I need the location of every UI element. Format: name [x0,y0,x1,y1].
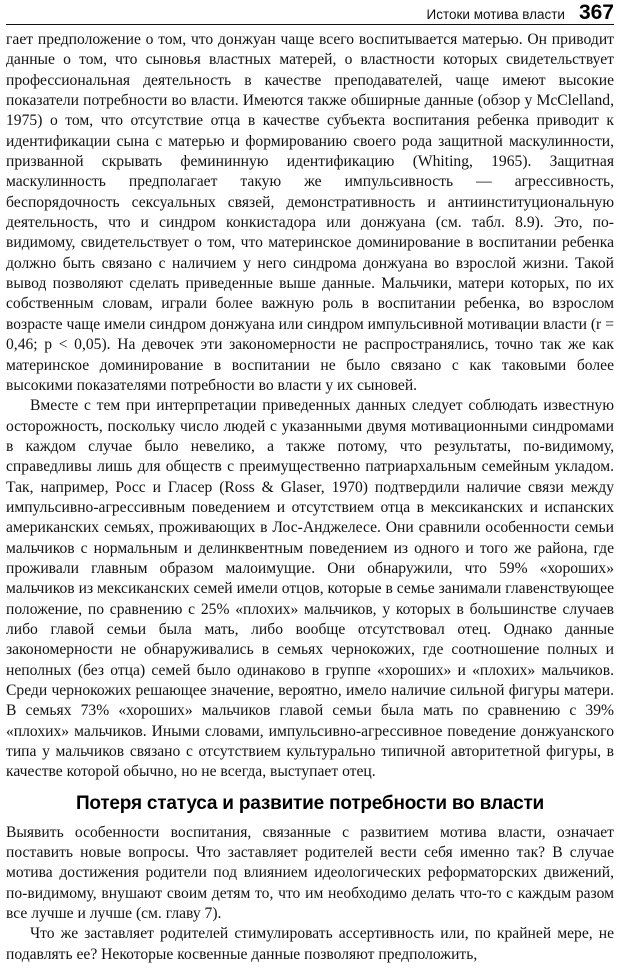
section-paragraph: Что же заставляет родителей стимулировать ассертивность или, по крайней мере, не подавлять ее? Некоторые косвенные данные позволяют предположить, [6,925,614,963]
running-header [427,0,614,24]
header-rule [6,24,614,25]
section-heading: Потеря статуса и развитие потребности во власти [75,792,545,814]
running-title: Истоки мотива власти [426,7,565,22]
body-text [6,30,614,965]
section-paragraph: Выявить особенности воспитания, связанные с развитием мотива власти, означает поставить новые вопросы. Что заставляет родителей вести себя именно так? В случае мотива достижения родители под влиянием идеологических реформаторских движений, по-видимому, внушают своим детям то, что им необходимо делать что-то с каждым разом все лучше и лучше (см. главу 7). [6,823,614,923]
paragraph-continued: гает предположение о том, что донжуан чаще всего воспитывается матерью. Он приводит данные о том, что сыновья властных матерей, о властности которых свидетельствует профессиональная деятельность в качестве преподавателей, чаще имеют высокие показатели потребности во власти. Имеются также обширные данные (обзор у McClelland, 1975) о том, что отсутствие отца в качестве субъекта воспитания ребенка приводит к идентификации сына с матерью и формированию своего рода защитной маскулинности, призванной скрывать фемининную идентификацию (Whiting, 1965). Защитная маскулинность предполагает такую же импульсивность — агрессивность, беспорядочность сексуальных связей, демонстративность и антиинституциональную деятельность, что и синдром конкистадора или донжуана (см. табл. 8.9). Это, по-видимому, свидетельствует о том, что материнское доминирование в воспитании ребенка должно быть связано с наличием у него синдрома донжуана во взрослой жизни. Такой вывод позволяют сделать приведенные выше данные. Мальчики, матери которых, по их собственным словам, играли более важную роль в воспитании ребенка, во взрослом возрасте чаще имели синдром донжуана или синдром импульсивной мотивации власти (r = 0,46; p < 0,05). На девочек эти закономерности не распространялись, точно так же как материнское доминирование в воспитании не было связано с как таковыми более высокими показателями потребности во власти у их сыновей. [6,31,614,394]
paragraph: Вместе с тем при интерпретации приведенных данных следует соблюдать известную осторожность, поскольку число людей с указанными двумя мотивационными синдромами в каждом случае было невелико, а также потому, что результаты, по-видимому, справедливы лишь для обществ с преимущественно патриархальным семейным укладом. Так, например, Росс и Гласер (Ross & Glaser, 1970) подтвердили наличие связи между импульсивно-агрессивным поведением и отсутствием отца в мексиканских и испанских американских семьях, проживающих в Лос-Анджелесе. Они сравнили особенности семьи мальчиков с нормальным и делинквентным поведением из одного и того же района, где проживали главным образом малоимущие. Они обнаружили, что 59% «хороших» мальчиков из мексиканских семей имели отцов, которые в семье занимали главенствующее положение, по сравнению с 25% «плохих» мальчиков, у которых в большинстве случаев либо главой семьи была мать, либо вообще отсутствовал отец. Однако данные закономерности не обнаруживались в семьях чернокожих, где соотношение полных и неполных (без отца) семей было одинаково в группе «хороших» и «плохих» мальчиков. Среди чернокожих решающее значение, вероятно, имело наличие сильной фигуры матери. В семьях 73% «хороших» мальчиков главой семьи была мать по сравнению с 39% «плохих» мальчиков. Иными словами, импульсивно-агрессивное поведение донжуанского типа у мальчиков связано с отсутствием культурально типичной авторитетной фигуры, в качестве которой обычно, но не всегда, выступает отец. [6,397,614,781]
page-number: 367 [578,1,614,24]
